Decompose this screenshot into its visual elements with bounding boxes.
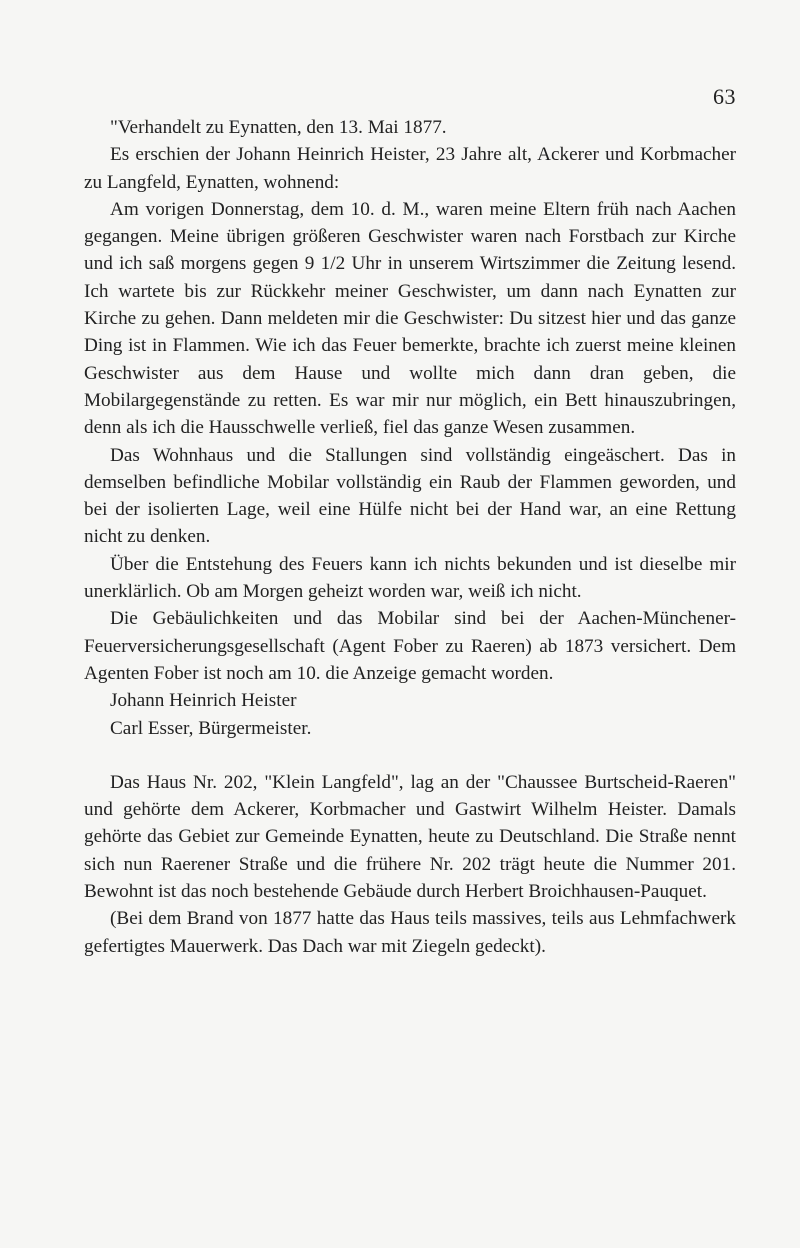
- page-text: [84, 114, 736, 960]
- protocol-paragraph: Es erschien der Johann Heinrich Heister, 23 Jahre alt, Ackerer und Korbmacher zu Langfeld, Eynatten, wohnend:: [84, 144, 736, 193]
- protocol-paragraph: Über die Entstehung des Feuers kann ich nichts bekunden und ist dieselbe mir unerklärlich. Ob am Morgen geheizt worden war, weiß ich nicht.: [84, 553, 736, 603]
- section-gap: [84, 742, 736, 769]
- page-number: 63: [713, 84, 736, 109]
- signature-heister: Johann Heinrich Heister: [110, 690, 297, 712]
- commentary-paragraph: Das Haus Nr. 202, "Klein Langfeld", lag an der "Chaussee Burtscheid-Raeren" und gehörte dem Ackerer, Korbmacher und Gastwirt Wilhelm Heister. Damals gehörte das Gebiet zur Gemeinde Eynatten, heute zu Deutschland. Die Straße nennt sich nun Raerener Straße und die frühere Nr. 202 trägt heute die Nummer 201. Bewohnt ist das noch bestehende Gebäude durch Herbert Broichhausen-Pauquet.: [84, 771, 736, 903]
- protocol-paragraph: Die Gebäulichkeiten und das Mobilar sind bei der Aachen-Münchener-Feuerversicherungsgesellschaft (Agent Fober zu Raeren) ab 1873 versichert. Dem Agenten Fober ist noch am 10. die Anzeige gemacht worden.: [84, 608, 736, 684]
- commentary-paragraph: (Bei dem Brand von 1877 hatte das Haus teils massives, teils aus Lehmfachwerk gefertigtes Mauerwerk. Das Dach war mit Ziegeln gedeckt).: [84, 908, 736, 957]
- protocol-paragraph: Am vorigen Donnerstag, dem 10. d. M., waren meine Eltern früh nach Aachen gegangen. Meine übrigen größeren Geschwister waren nach Forstbach zur Kirche und ich saß morgens gegen 9 1/2 Uhr in unserem Wirtszimmer die Zeitung lesend. Ich wartete bis zur Rückkehr meiner Geschwister, um dann nach Eynatten zur Kirche zu gehen. Dann meldeten mir die Geschwister: Du sitzest hier und das ganze Ding ist in Flammen. Wie ich das Feuer bemerkte, brachte ich zuerst meine kleinen Geschwister aus dem Hause und wollte mich dann dran geben, die Mobilargegenstände zu retten. Es war mir nur möglich, ein Bett hinauszubringen, denn als ich die Hausschwelle verließ, fiel das ganze Wesen zusammen.: [84, 198, 736, 439]
- protocol-paragraph: Das Wohnhaus und die Stallungen sind vollständig eingeäschert. Das in demselben befindliche Mobilar vollständig ein Raub der Flammen geworden, und bei der isolierten Lage, weil eine Hülfe nicht bei der Hand war, an eine Rettung nicht zu denken.: [84, 444, 736, 548]
- signature-esser: Carl Esser, Bürgermeister.: [110, 717, 312, 739]
- protocol-heading: "Verhandelt zu Eynatten, den 13. Mai 1877.: [110, 117, 447, 138]
